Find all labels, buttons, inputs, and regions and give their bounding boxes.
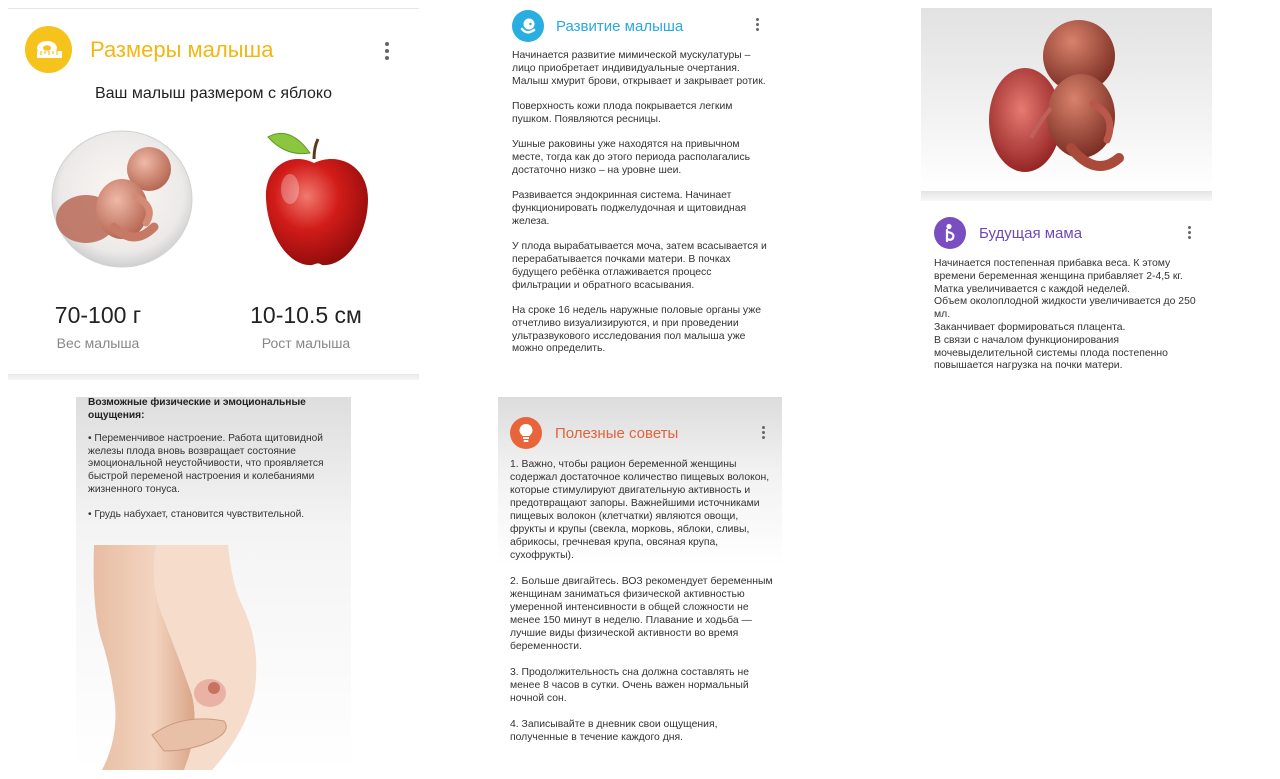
card-divider bbox=[8, 374, 419, 380]
paragraph: Начинается развитие мимической мускулатуры – лицо приобретает индивидуальные очертания. Малыш хмурит брови, открывает и закрывает ротик. bbox=[512, 50, 766, 87]
development-card-menu-icon[interactable] bbox=[754, 18, 760, 31]
baby-icon bbox=[512, 10, 544, 42]
sizes-card bbox=[8, 8, 419, 380]
baby-weight-label: Вес малыша bbox=[56, 335, 140, 351]
fetus-illustration bbox=[44, 127, 194, 277]
paragraph: Поверхность кожи плода покрывается легким пушком. Появляются ресницы. bbox=[512, 100, 733, 125]
tips-card-header bbox=[510, 417, 678, 449]
paragraph: • Грудь набухает, становится чувствительной. bbox=[88, 509, 305, 521]
tips-card-menu-icon[interactable] bbox=[760, 426, 766, 439]
pregnant-body-illustration bbox=[92, 545, 272, 770]
tips-card bbox=[498, 397, 782, 773]
sizes-card-title: Размеры малыша bbox=[90, 36, 274, 62]
future-mom-card-header bbox=[934, 217, 1082, 249]
baby-height-label: Рост малыша bbox=[261, 335, 351, 351]
development-card bbox=[498, 8, 782, 386]
text-line: Заканчивает формироваться плацента. bbox=[934, 321, 1126, 333]
tips-text bbox=[510, 458, 776, 757]
sensations-heading: Возможные физические и эмоциональные ощущения: bbox=[88, 397, 306, 421]
future-mom-card-menu-icon[interactable] bbox=[1186, 226, 1192, 239]
text-line: Начинается постепенная прибавка веса. К этому времени беременная женщина прибавляет 2-4,5 кг. Матка увеличивается с каждой неделей. bbox=[934, 258, 1183, 295]
text-line: Объем околоплодной жидкости увеличивается до 250 мл. bbox=[934, 296, 1196, 321]
card-divider bbox=[921, 191, 1212, 201]
sensations-text bbox=[88, 433, 344, 534]
measuring-tape-icon bbox=[25, 26, 72, 73]
paragraph: У плода вырабатывается моча, затем всасывается и перерабатывается почками матери. В почках будущего ребёнка отлаживается процесс фильтрации и обратного всасывания. bbox=[512, 241, 767, 291]
future-mom-card-title: Будущая мама bbox=[979, 224, 1083, 242]
sizes-card-header bbox=[25, 26, 273, 73]
paragraph: 3. Продолжительность сна должна составлять не менее 8 часов в сутки. Очень важен нормальный ночной сон. bbox=[510, 667, 749, 704]
paragraph: 2. Больше двигайтесь. ВОЗ рекомендует беременным женщинам заниматься физической активностью умеренной интенсивности в общей сложности не менее 150 минут в неделю. Плавание и ходьба — лучшие виды физической активности во время беременности. bbox=[510, 576, 773, 652]
baby-height-stat bbox=[216, 302, 396, 351]
development-card-title: Развитие малыша bbox=[556, 17, 684, 35]
paragraph: 1. Важно, чтобы рацион беременной женщины содержал достаточное количество пищевых волокон, которые стимулируют двигательную активность и предотвращают запоры. Важнейшими источниками пищевых волокон (клетчатки) являются овощи, фрукты и крупы (свекла, морковь, яблоки, сливы, абрикосы, гречневая крупа, овсяная крупа, сухофрукты). bbox=[510, 459, 770, 561]
pregnant-woman-icon bbox=[934, 217, 966, 249]
baby-height-value: 10-10.5 см bbox=[250, 302, 362, 328]
future-mom-text bbox=[934, 258, 1206, 373]
lightbulb-icon bbox=[510, 417, 542, 449]
fetus-image bbox=[921, 8, 1212, 191]
paragraph: Развивается эндокринная система. Начинает функционировать поджелудочная и щитовидная железа. bbox=[512, 190, 747, 227]
baby-weight-stat bbox=[8, 302, 188, 351]
baby-weight-value: 70-100 г bbox=[54, 302, 142, 328]
tips-card-title: Полезные советы bbox=[555, 424, 679, 442]
sensations-card bbox=[76, 397, 351, 773]
text-line: В связи с началом функционирования мочевыделительной системы плода постепенно повышается нагрузка на почки матери. bbox=[934, 334, 1168, 372]
size-comparison-text: Ваш малыш размером с яблоко bbox=[94, 85, 332, 102]
paragraph: Ушные раковины уже находятся на привычном месте, тогда как до этого периода располагались достаточно низко – на уровне шеи. bbox=[512, 139, 751, 176]
paragraph: На сроке 16 недель наружные половые органы уже отчетливо визуализируются, и при проведении ультразвукового исследования пол малыша уже можно определить. bbox=[512, 304, 761, 355]
paragraph: • Переменчивое настроение. Работа щитовидной железы плода вновь возвращает состояние эмоциональной неустойчивости, что проявляется быстрой переменой настроения и колебаниями жизненного тонуса. bbox=[88, 433, 324, 495]
development-card-header bbox=[512, 10, 683, 42]
paragraph: 4. Записывайте в дневник свои ощущения, полученные в течение каждого дня. bbox=[510, 719, 718, 743]
sizes-card-menu-icon[interactable] bbox=[384, 42, 390, 60]
apple-illustration bbox=[250, 127, 380, 277]
future-mom-card bbox=[921, 8, 1212, 380]
development-text bbox=[512, 50, 772, 369]
